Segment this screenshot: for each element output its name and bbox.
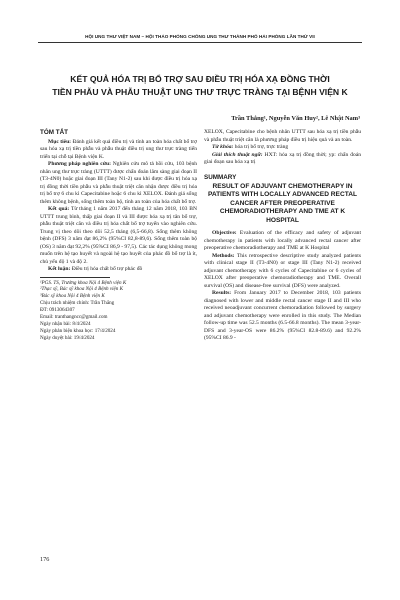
methods-en (204, 253, 361, 291)
footnote-phone: ĐT: 0913064307 (40, 307, 75, 314)
objective-vi-text: Đánh giá kết quả điều trị và tính an toàn hóa chất bổ trợ sau hóa xạ trị tiền phẫu và phẫu thuật điều trị ung thư trực tràng tiến triển tại chỗ tại Bệnh viện K. (40, 138, 197, 160)
footnote-affiliation-2: ²Thạc sỹ, Bác sỹ khoa Nội 4 Bệnh viện K (40, 286, 124, 293)
page-number: 176 (40, 556, 50, 563)
footnote-reviewed: Ngày phản biện khoa học: 17/4/2024 (40, 327, 116, 334)
author-list: Trần Thắng¹, Nguyễn Văn Huy², Lê Nhật Nam³ (231, 115, 360, 122)
article-title (40, 73, 360, 99)
running-header: HỘI UNG THƯ VIỆT NAM – HỘI THẢO PHÒNG CHỐNG UNG THƯ THÀNH PHỐ HẢI PHÒNG LẦN THỨ VII (85, 34, 315, 39)
footnote-accepted: Ngày duyệt bài: 19/4/2024 (40, 334, 95, 341)
keywords-vi-label: Từ khóa: (212, 144, 234, 150)
footnote-email[interactable]: Email: tranthangncc@gmail.com (40, 314, 108, 321)
glossary-vi-label: Giải thích thuật ngữ: (212, 151, 263, 158)
objective-en-text: Evaluation of the efficacy and safety of adjuvant chemotherapy in patients with locally advanced rectal cancer after preoperative chemoradiotherapy and TME at K Hospital (204, 230, 361, 252)
footnote-rule (40, 277, 110, 278)
keywords-vi (204, 144, 361, 152)
results-en (204, 290, 361, 343)
header-rule (38, 42, 362, 43)
footnotes (40, 280, 197, 342)
glossary-vi-text: HXT: hóa xạ trị đồng thời; yp: chẩn đoán giai đoạn sau hóa xạ trị (204, 151, 361, 165)
left-column (40, 129, 197, 342)
conclusion-vi-continued: XELOX, Capecitabine cho bệnh nhân UTTT sau hóa xạ trị tiền phẫu và phẫu thuật triệt căn là phương pháp điều trị hiệu quả và an toàn. (204, 129, 361, 143)
footnote-affiliation-3: ³Bác sỹ khoa Nội 4 Bệnh viện K (40, 293, 105, 300)
results-vi-label: Kết quả: (48, 206, 70, 212)
conclusion-vi (40, 266, 197, 274)
objective-en (204, 230, 361, 253)
right-column (204, 129, 361, 343)
conclusion-vi-text: Điều trị hóa chất bổ trợ phác đồ (70, 266, 143, 272)
results-vi (40, 206, 197, 266)
conclusion-vi-label: Kết luận: (48, 266, 71, 272)
title-line-1: KẾT QUẢ HÓA TRỊ BỔ TRỢ SAU ĐIỀU TRỊ HÓA XẠ ĐỒNG THỜI (70, 74, 330, 84)
objective-vi (40, 139, 197, 162)
footnote-received: Ngày nhận bài: 8/4/2024 (40, 320, 91, 327)
keywords-vi-text: hóa trị bổ trợ, trực tràng (233, 144, 289, 150)
methods-vi-label: Phương pháp nghiên cứu: (48, 161, 111, 167)
results-en-text: From January 2017 to December 2018, 103 patients diagnosed with lower and middle rectal cancer stage II and III who received neoadjuvant concurrent chemoradiation followed by surgery and adjuvant chemotherapy were enrolled in this study. The Median follow-up time was 52.5 months (6.5-66.8 months). The mean 3-year-DFS and 3-year-OS were 86.2% (95%CI 82.8-89.6) and 92.2% (95%CI 86.9 - (204, 290, 361, 342)
english-title: RESULT OF ADJUVANT CHEMOTHERAPY IN PATIENTS WITH LOCALLY ADVANCED RECTAL CANCER AFTER PREOPERATIVE CHEMORADIOTHERAPY AND TME AT K HOSPITAL (207, 183, 358, 224)
abstract-heading: TÓM TẮT (40, 129, 68, 136)
methods-vi (40, 161, 197, 206)
methods-vi-text: Nghiên cứu mô tả hồi cứu, 103 bệnh nhân ung thư trực tràng (UTTT) được chẩn đoán lâm sàng giai đoạn II (T3-4N0) hoặc giai đoạn III (Tany N1-2) sau khi được điều trị hóa xạ trị đồng thời tiền phẫu và phẫu thuật triệt căn nhận được điều trị hóa trị bổ trợ 6 chu kì Capecitabine hoặc 6 chu kì XELOX. Đánh giá sống thêm không bệnh, sống thêm toàn bộ, tính an toàn của hóa chất bổ trợ. (40, 161, 197, 205)
objective-vi-label: Mục tiêu: (48, 138, 72, 145)
results-vi-text: Từ tháng 1 năm 2017 đến tháng 12 năm 2018, 103 BN UTTT trung bình, thấp giai đoạn II và III được hóa xạ trị tân bổ trợ, phẫu thuật triệt căn và điều trị hóa chất bổ trợ tuyển vào nghiên cứu. Trung vị theo dõi theo dõi 52,5 tháng (6,5-66,8). Sống thêm không bệnh (DFS) 3 năm đạt 86,2% (95%CI 82,8-89,6). Sống thêm toàn bộ (OS) 3 năm đạt 92,2% (95%CI 86,9 - 97,5). Các tác dụng không mong muốn trên hệ tạo huyết và ngoài hệ tạo huyết của phác đồ bổ trợ là ít, chủ yếu độ 1 và độ 2. (40, 206, 197, 265)
methods-en-label: Methods: (212, 252, 235, 259)
glossary-vi (204, 152, 361, 167)
title-line-2: TIỀN PHẪU VÀ PHẪU THUẬT UNG THƯ TRỰC TRÀNG TẠI BỆNH VIỆN K (52, 87, 348, 97)
footnote-corresponding: Chịu trách nhiệm chính: Trần Thắng (40, 300, 115, 307)
objective-en-label: Objective: (212, 230, 237, 237)
methods-en-text: This retrospective descriptive study analyzed patients with clinical stage II (T3-4N0) or stage III (Tany N1-2) received adjuvant chemotherapy with 6 cycles of Capecitabine or 6 cycles of XELOX after preoperative chemoradiotherapy and TME. Overall survival (OS) and disease-free survival (DFS) were analyzed. (204, 252, 361, 289)
summary-heading: SUMMARY (204, 173, 237, 181)
footnote-affiliation-1: ¹PGS. TS, Trưởng khoa Nội 4 Bệnh viện K (40, 279, 127, 286)
results-en-label: Results: (212, 290, 232, 297)
